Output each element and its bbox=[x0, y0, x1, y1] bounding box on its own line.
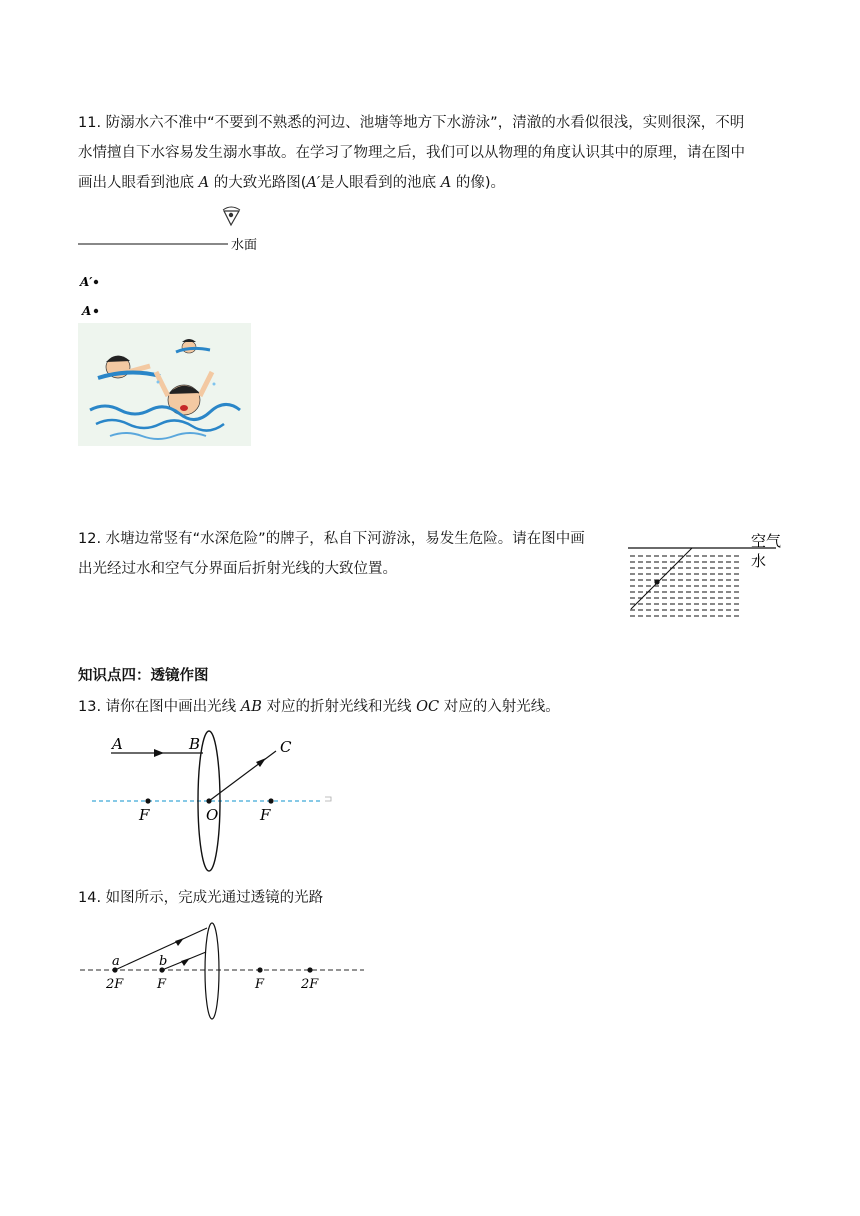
object-point-label: A bbox=[82, 304, 92, 318]
label-2f-right: 2F bbox=[301, 977, 319, 992]
double-focus-right-dot bbox=[307, 967, 312, 972]
ray-from-a-arrow bbox=[175, 938, 184, 946]
q12-line-1: 12. 水塘边常竖有“水深危险”的牌子，私自下河游泳，易发生危险。请在图中画 bbox=[78, 531, 585, 547]
label-f-left: F bbox=[157, 977, 167, 992]
q14-line: 14. 如图所示，完成光通过透镜的光路 bbox=[78, 890, 324, 906]
q11-var-a: A bbox=[198, 175, 210, 191]
label-f-left: F bbox=[139, 806, 150, 824]
label-a: a bbox=[112, 954, 120, 969]
q11-line-3-part: 是人眼看到的池底 bbox=[320, 175, 441, 191]
q11-var-a-prime: A′ bbox=[306, 175, 321, 191]
label-o: O bbox=[206, 806, 219, 824]
q13-part: 13. 请你在图中画出光线 bbox=[78, 699, 241, 715]
label-f-right: F bbox=[260, 806, 271, 824]
q11-line-3-part: 的像)。 bbox=[451, 175, 505, 191]
label-a: A bbox=[112, 735, 123, 753]
q13-part: 对应的折射光线和光线 bbox=[261, 699, 417, 715]
q13-var-oc: OC bbox=[416, 699, 440, 715]
label-2f-left: 2F bbox=[106, 977, 124, 992]
label-c: C bbox=[280, 738, 292, 756]
q12-line-2: 出光经过水和空气分界面后折射光线的大致位置。 bbox=[78, 561, 397, 577]
q11-line-3-part: 的大致光路图( bbox=[209, 175, 307, 191]
label-b: b bbox=[159, 954, 168, 969]
section-heading: 知识点四：透镜作图 bbox=[78, 668, 209, 684]
water-surface-label: 水面 bbox=[231, 238, 258, 253]
ray-from-b-arrow bbox=[181, 958, 190, 966]
air-label: 空气 bbox=[751, 532, 782, 550]
image-point-label: A′ bbox=[80, 275, 93, 289]
q11-line-2: 水情擅自下水容易发生溺水事故。在学习了物理之后，我们可以从物理的角度认识其中的原理，请在图中 bbox=[78, 145, 745, 161]
water-label: 水 bbox=[751, 552, 767, 570]
q11-line-3-part: 画出人眼看到池底 bbox=[78, 175, 199, 191]
focus-right-dot bbox=[257, 967, 262, 972]
q11-line-1: 11. 防溺水六不准中“不要到不熟悉的河边、池塘等地方下水游泳”，清澈的水看似很浅，实则很深，不明 bbox=[78, 115, 745, 131]
q13-part: 对应的入射光线。 bbox=[439, 699, 560, 715]
q13-var-ab: AB bbox=[240, 699, 262, 715]
convex-lens bbox=[205, 923, 219, 1019]
label-f-right: F bbox=[255, 977, 265, 992]
q11-var-a: A bbox=[440, 175, 452, 191]
label-b: B bbox=[189, 735, 201, 753]
